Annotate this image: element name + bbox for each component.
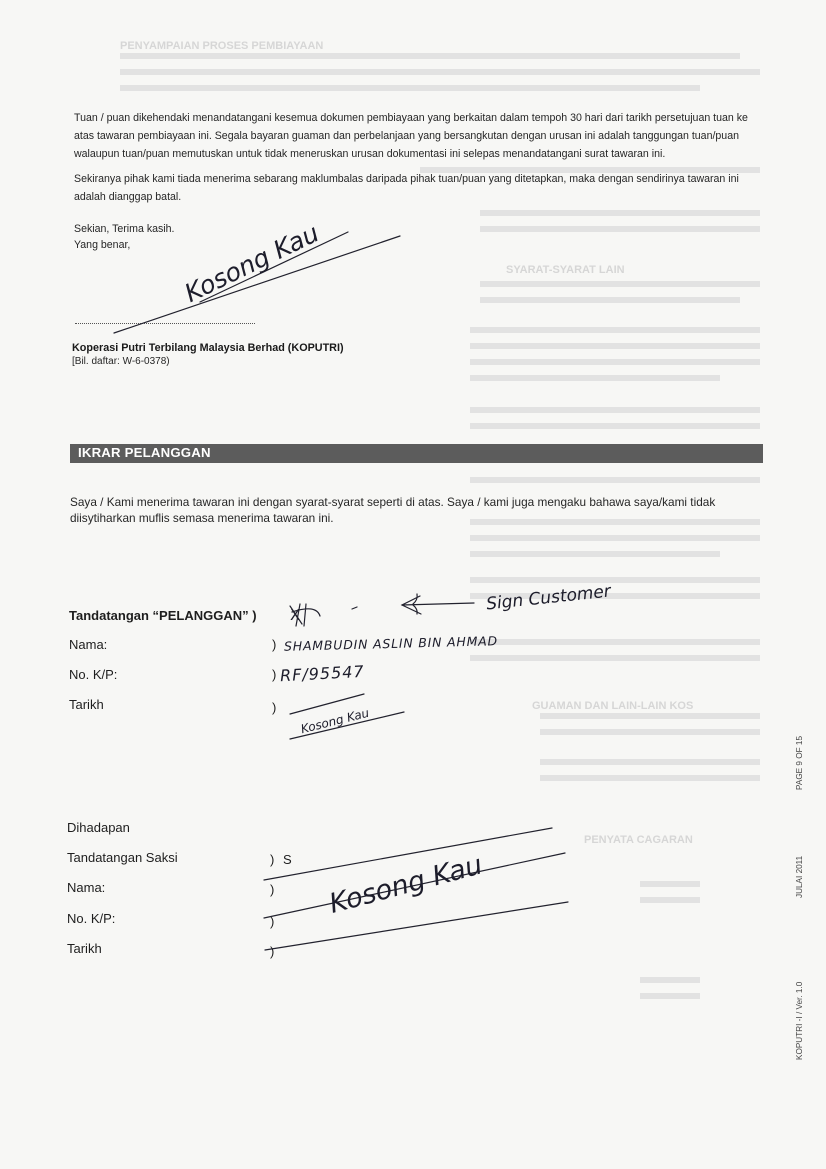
witness-name-paren: ) xyxy=(270,882,275,897)
cooperative-name: Koperasi Putri Terbilang Malaysia Berhad (KOPUTRI) xyxy=(72,342,344,354)
ghost-heading-bottom: PENYATA CAGARAN xyxy=(584,834,693,846)
ghost-heading-mid: SYARAT-SYARAT LAIN xyxy=(506,264,625,276)
declaration-text: Saya / Kami menerima tawaran ini dengan syarat-syarat seperti di atas. Saya / kami juga mengaku bahawa saya/kami tidak diisytiharkan muflis semasa menerima tawaran ini. xyxy=(70,495,716,525)
closing-thanks: Sekian, Terima kasih. xyxy=(74,223,175,235)
customer-signature-label: Tandatangan “PELANGGAN” ) xyxy=(69,608,257,623)
witness-date-label: Tarikh xyxy=(67,941,102,956)
customer-date-paren: ) xyxy=(272,700,277,715)
section-title: IKRAR PELANGGAN xyxy=(78,445,211,460)
document-date: JULAI 2011 xyxy=(795,855,804,898)
witness-scribble: Kosong Kau xyxy=(326,849,486,920)
customer-date-label: Tarikh xyxy=(69,697,104,712)
cooperative-registration: [Bil. daftar: W-6-0378) xyxy=(72,356,170,367)
customer-name-paren: ) xyxy=(272,637,277,652)
customer-date-value: Kosong Kau xyxy=(299,705,371,737)
witness-signature-label: Tandatangan Saksi xyxy=(67,850,178,865)
document-version: KOPUTRI -I / Ver. 1.0 xyxy=(795,981,804,1060)
customer-signature-mark: X xyxy=(290,606,301,624)
letter-paragraph-1: Tuan / puan dikehendaki menandatangani kesemua dokumen pembiayaan yang berkaitan dalam tempoh 30 hari dari tarikh persetujuan tuan ke atas tawaran pembiayaan ini. Segala bayaran guaman dan perbelanjaan yang bersangkutan dengan urusan ini adalah tanggungan tuan/puan walaupun tuan/puan memutuskan untuk tidak meneruskan urusan dokumentasi ini selepas menandatangani surat tawaran ini. xyxy=(74,112,748,160)
witness-ic-paren: ) xyxy=(270,914,275,929)
witness-name-label: Nama: xyxy=(67,880,106,895)
witness-signature-paren: ) xyxy=(270,852,275,867)
ghost-heading-top: PENYAMPAIAN PROSES PEMBIAYAAN xyxy=(120,40,324,52)
letter-paragraph-2: Sekiranya pihak kami tiada menerima sebarang maklumbalas daripada pihak tuan/puan yang ditetapkan, maka dengan sendirinya tawaran ini adalah dianggap batal. xyxy=(74,173,739,203)
witness-presence-label: Dihadapan xyxy=(67,820,130,835)
customer-name-label: Nama: xyxy=(69,637,108,652)
ghost-heading-low: GUAMAN DAN LAIN-LAIN KOS xyxy=(532,700,694,712)
customer-ic-paren: ) xyxy=(272,667,277,682)
witness-date-paren: ) xyxy=(270,944,275,959)
customer-name-value: SHAMBUDIN ASLIN BIN AHMAD xyxy=(283,633,499,654)
customer-ic-value: RF/95547 xyxy=(279,661,366,686)
issuer-signature: Kosong Kau xyxy=(180,218,324,309)
customer-ic-label: No. K/P: xyxy=(69,667,118,682)
sign-customer-note: Sign Customer xyxy=(485,581,612,615)
page-number: PAGE 9 OF 15 xyxy=(795,736,804,790)
witness-ic-label: No. K/P: xyxy=(67,911,116,926)
closing-sincerely: Yang benar, xyxy=(74,239,131,251)
witness-signature-value: S xyxy=(283,852,292,867)
